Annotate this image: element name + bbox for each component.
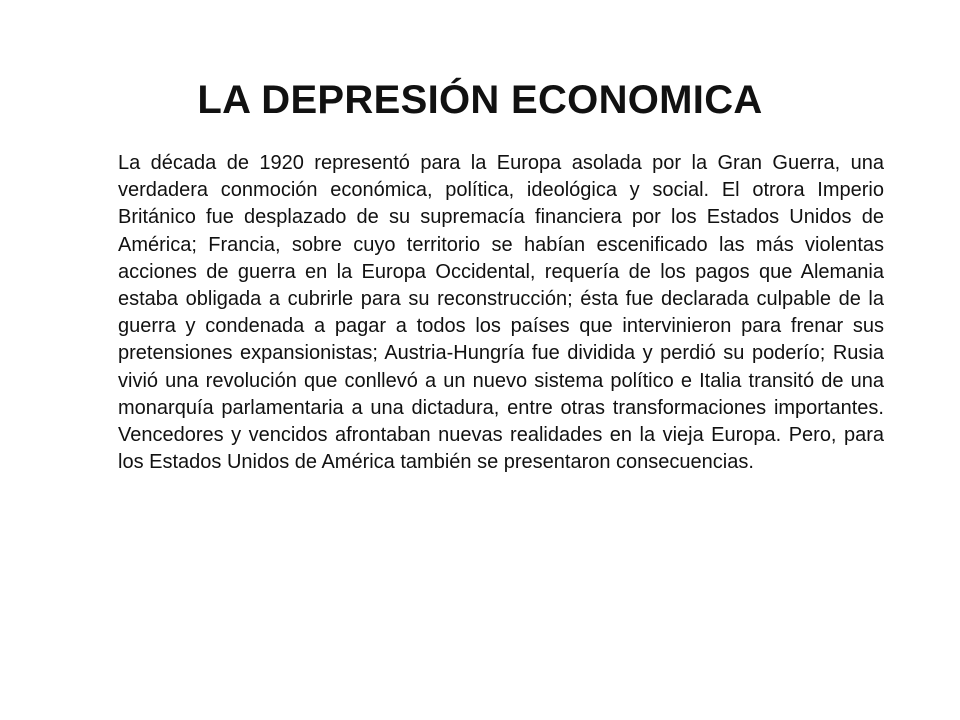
slide-title: LA DEPRESIÓN ECONOMICA [197,78,763,122]
slide-body-text: La década de 1920 representó para la Europa asolada por la Gran Guerra, una verdadera conmoción económica, política, ideológica y social. El otrora Imperio Británico fue desplazado de su supremacía financiera por los Estados Unidos de América; Francia, sobre cuyo territorio se habían escenificado las más violentas acciones de guerra en la Europa Occidental, requería de los pagos que Alemania estaba obligada a cubrirle para su reconstrucción; ésta fue declarada culpable de la guerra y condenada a pagar a todos los países que intervinieron para frenar sus pretensiones expansionistas; Austria-Hungría fue dividida y perdió su poderío; Rusia vivió una revolución que conllevó a un nuevo sistema político e Italia transitó de una monarquía parlamentaria a una dictadura, entre otras transformaciones importantes. Vencedores y vencidos afrontaban nuevas realidades en la vieja Europa. Pero, para los Estados Unidos de América también se presentaron consecuencias. [118,152,884,474]
